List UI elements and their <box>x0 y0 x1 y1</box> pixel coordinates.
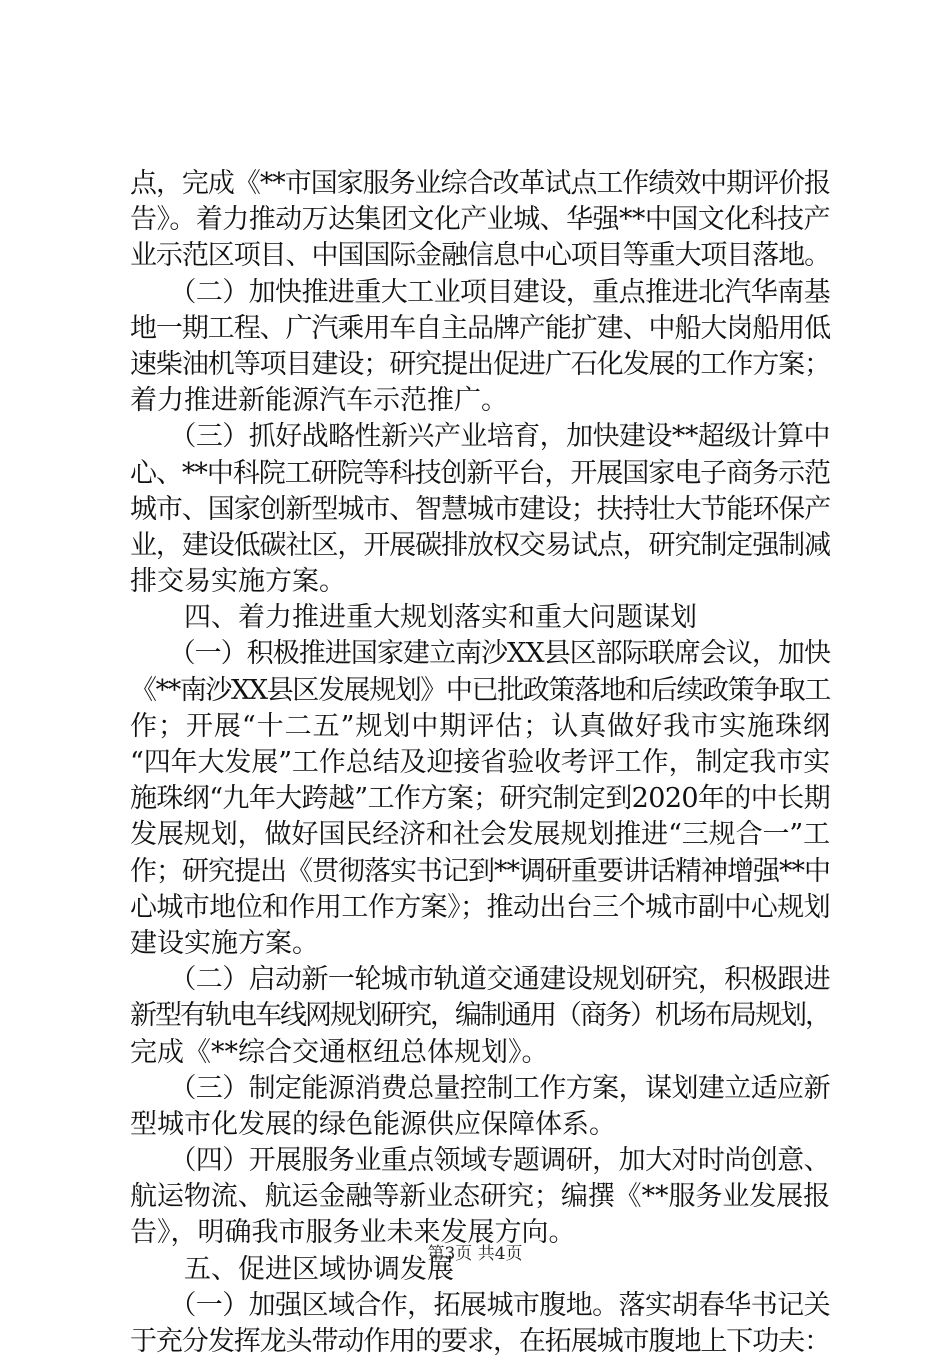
text-line: 告》。着力推动万达集团文化产业城、华强**中国文化科技产 <box>130 204 830 236</box>
text-line: 业示范区项目、中国国际金融信息中心项目等重大项目落地。 <box>130 240 830 272</box>
text-line: 完成《**综合交通枢纽总体规划》。 <box>130 1036 549 1068</box>
text-line: 城市、国家创新型城市、智慧城市建设；扶持壮大节能环保产 <box>130 493 830 525</box>
text-line: 《**南沙XX县区发展规划》中已批政策落地和后续政策争取工 <box>130 674 830 706</box>
text-line: 作；开展“十二五”规划中期评估；认真做好我市实施珠纲 <box>130 710 831 742</box>
page-number-footer: 第3页 共4页 <box>427 1244 523 1264</box>
text-line: 地一期工程、广汽乘用车自主品牌产能扩建、中船大岗船用低 <box>130 312 830 344</box>
text-line: 着力推进新能源汽车示范推广。 <box>130 385 508 417</box>
text-line: 型城市化发展的绿色能源供应保障体系。 <box>130 1108 616 1140</box>
text-line: 发展规划，做好国民经济和社会发展规划推进“三规合一”工 <box>130 819 830 851</box>
text-line: “四年大发展”工作总结及迎接省验收考评工作，制定我市实 <box>130 747 830 778</box>
text-line: 速柴油机等项目建设；研究提出促进广石化发展的工作方案； <box>130 348 830 380</box>
text-line: （一）加强区域合作，拓展城市腹地。落实胡春华书记关 <box>130 1289 830 1321</box>
text-line: （二）启动新一轮城市轨道交通建设规划研究，积极跟进 <box>130 964 830 996</box>
text-line: 四、着力推进重大规划落实和重大问题谋划 <box>130 602 697 634</box>
text-line: （四）开展服务业重点领域专题调研，加大对时尚创意、 <box>130 1145 830 1177</box>
text-line: 业，建设低碳社区，开展碳排放权交易试点，研究制定强制减 <box>130 529 830 561</box>
text-line: （二）加快推进重大工业项目建设，重点推进北汽华南基 <box>130 276 830 308</box>
text-line: （三）制定能源消费总量控制工作方案，谋划建立适应新 <box>130 1072 830 1104</box>
text-line: 心城市地位和作用工作方案》；推动出台三个城市副中心规划 <box>130 891 830 923</box>
text-line: 告》，明确我市服务业未来发展方向。 <box>130 1217 576 1249</box>
text-line: 心、**中科院工研院等科技创新平台，开展国家电子商务示范 <box>130 457 830 489</box>
text-line: 排交易实施方案。 <box>130 566 346 598</box>
text-line: 五、促进区域协调发展 <box>130 1253 454 1285</box>
text-line: 点，完成《**市国家服务业综合改革试点工作绩效中期评价报 <box>130 168 830 199</box>
text-line: 作；研究提出《贯彻落实书记到**调研重要讲话精神增强**中 <box>130 855 830 887</box>
text-line: 新型有轨电车线网规划研究，编制通用（商务）机场布局规划， <box>130 1000 830 1032</box>
text-line: （一）积极推进国家建立南沙XX县区部际联席会议，加快 <box>130 638 830 670</box>
document-body <box>130 166 830 1360</box>
text-line: 建设实施方案。 <box>130 927 319 959</box>
text-line: 航运物流、航运金融等新业态研究；编撰《**服务业发展报 <box>130 1181 830 1213</box>
text-line: （三）抓好战略性新兴产业培育，加快建设**超级计算中 <box>130 421 830 453</box>
text-line: 施珠纲“九年大跨越”工作方案；研究制定到2020年的中长期 <box>130 783 830 815</box>
text-line: 于充分发挥龙头带动作用的要求，在拓展城市腹地上下功夫： <box>130 1326 830 1357</box>
